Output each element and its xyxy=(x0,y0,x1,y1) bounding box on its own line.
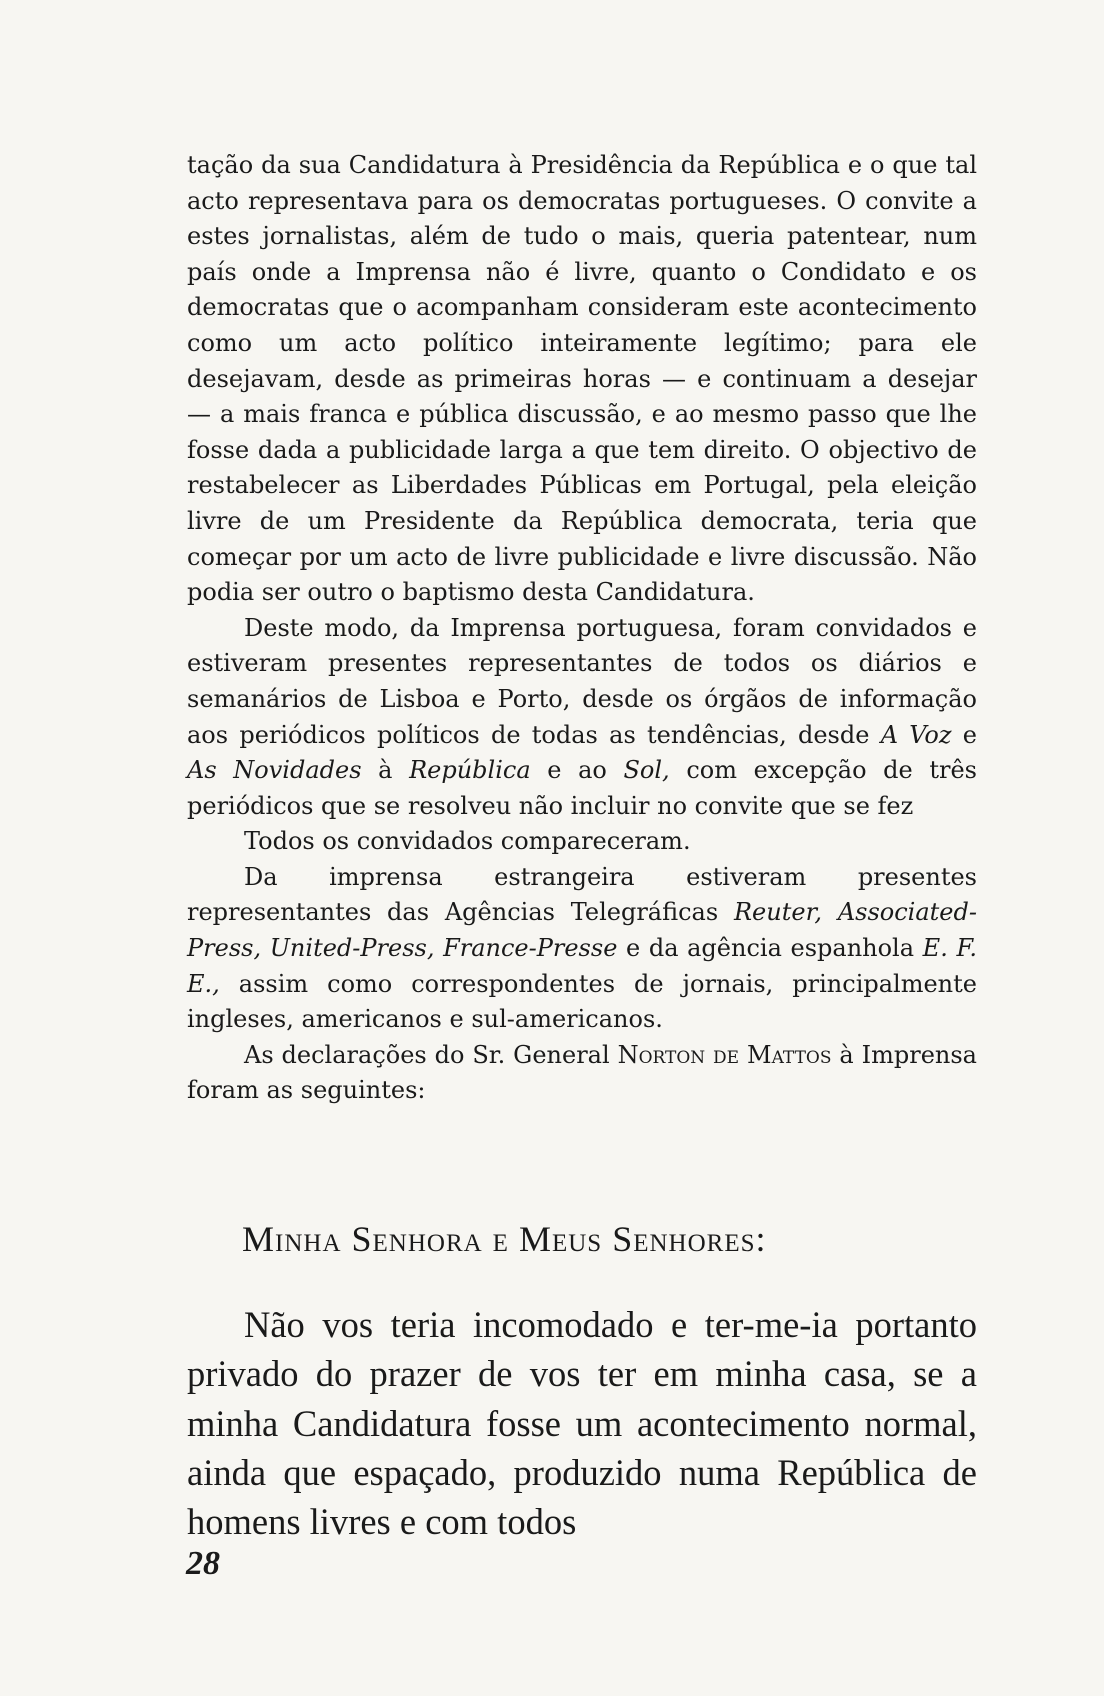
speech-heading: Minha Senhora e Meus Senhores: xyxy=(242,1219,767,1259)
body-text xyxy=(187,148,977,1109)
paragraph-text: com excepção de três periódicos que se resolveu não incluir no convite que se fez xyxy=(187,756,977,820)
paragraph-text: à xyxy=(378,756,393,785)
person-name: Norton de Mattos xyxy=(617,1040,832,1069)
paragraph xyxy=(187,148,977,611)
paragraph xyxy=(187,611,977,825)
paragraph-text: As declarações do Sr. General xyxy=(244,1040,610,1069)
newspaper-title: A Voz xyxy=(880,720,952,749)
paragraph-text: assim como correspondentes de jornais, principalmente ingleses, americanos e sul-americanos. xyxy=(187,969,977,1034)
paragraph xyxy=(187,1300,977,1546)
paragraph-text: e da agência espanhola xyxy=(626,934,915,963)
paragraph xyxy=(187,1038,977,1109)
paragraph-text: Da imprensa estrangeira estiveram presentes representantes das Agências Telegráficas xyxy=(187,862,977,927)
agency-names: Reuter, Associated-Press, United-Press, France-Presse xyxy=(187,898,977,963)
page-number: 28 xyxy=(186,1545,220,1582)
paragraph-text: à Imprensa foram as seguintes: xyxy=(187,1040,977,1105)
newspaper-title: Sol, xyxy=(623,756,670,785)
paragraph xyxy=(187,824,977,860)
newspaper-title: As Novidades xyxy=(187,756,362,785)
speech-text xyxy=(187,1300,977,1546)
paragraph-text: e ao xyxy=(547,756,607,785)
paragraph-text: tação da sua Candidatura à Presidência da República e o que tal acto representava para os democratas portugueses. O convite a estes jornalistas, além de tudo o mais, queria patentear, num país onde a Imprensa não é livre, quanto o Condidato e os democratas que o acompanham consideram este acontecimento como um acto político inteiramente legítimo; para ele desejavam, desde as primeiras horas — e continuam a desejar — a mais franca e pública discussão, e ao mesmo passo que lhe fosse dada a publicidade larga a que tem direito. O objectivo de restabelecer as Liberdades Públicas em Portugal, pela eleição livre de um Presidente da República democrata, teria que começar por um acto de livre publicidade e livre discussão. Não podia ser outro o baptismo desta Candidatura. xyxy=(187,151,977,607)
paragraph-text: Deste modo, da Imprensa portuguesa, foram convidados e estiveram presentes representantes de todos os diários e semanários de Lisboa e Porto, desde os órgãos de informação aos periódicos políticos de todas as tendências, desde xyxy=(187,613,977,749)
paragraph-text: e xyxy=(962,720,977,749)
paragraph-text: Não vos teria incomodado e ter-me-ia portanto privado do prazer de vos ter em minha casa, se a minha Candidatura fosse um acontecimento normal, ainda que espaçado, produzido numa República de homens livres e com todos xyxy=(187,1304,977,1543)
paragraph xyxy=(187,860,977,1038)
agency-names: E. F. E., xyxy=(187,934,977,998)
newspaper-title: República xyxy=(409,756,531,785)
paragraph-text: Todos os convidados compareceram. xyxy=(244,827,691,856)
